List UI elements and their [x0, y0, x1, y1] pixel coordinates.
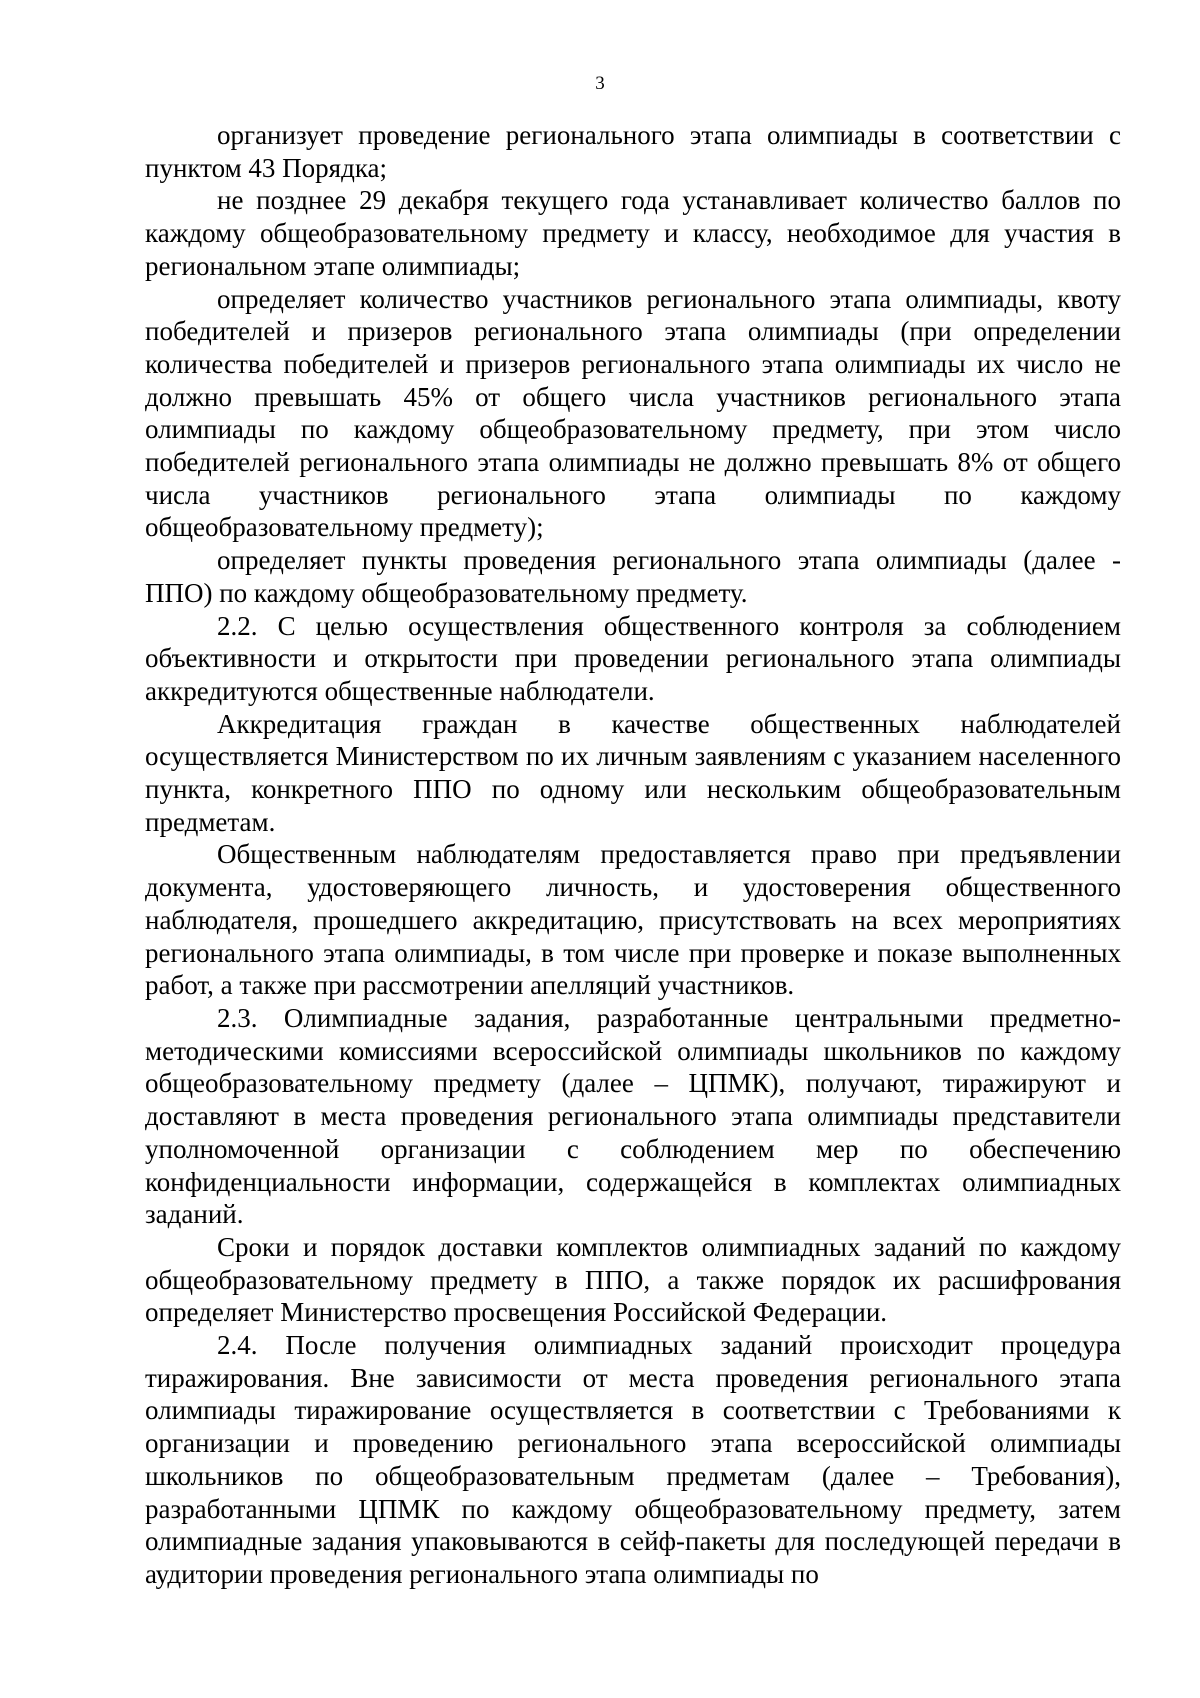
- paragraph-delivery-terms: Сроки и порядок доставки комплектов олимпиадных заданий по каждому общеобразовательному предмету в ППО, а также порядок их расшифрования определяет Министерство просвещения Российской Федерации.: [145, 1231, 1121, 1328]
- paragraph-participant-quota: определяет количество участников регионального этапа олимпиады, квоту победителей и призеров регионального этапа олимпиады (при определении количества победителей и призеров регионального этапа олимпиады их число не должно превышать 45% от общего числа участников регионального этапа олимпиады по каждому общеобразовательному предмету, при этом число победителей регионального этапа олимпиады не должно превышать 8% от общего числа участников регионального этапа олимпиады по каждому общеобразовательному предмету);: [145, 283, 1121, 543]
- paragraph-2-4-replication: 2.4. После получения олимпиадных заданий происходит процедура тиражирования. Вне зависимости от места проведения регионального этапа олимпиады тиражирование осуществляется в соответствии с Требованиями к организации и проведению регионального этапа всероссийской олимпиады школьников по общеобразовательным предметам (далее – Требования), разработанными ЦПМК по каждому общеобразовательному предмету, затем олимпиадные задания упаковываются в сейф-пакеты для последующей передачи в аудитории проведения регионального этапа олимпиады по: [145, 1330, 1121, 1589]
- paragraph-score-deadline: не позднее 29 декабря текущего года устанавливает количество баллов по каждому общеобразовательному предмету и классу, необходимое для участия в региональном этапе олимпиады;: [145, 185, 1121, 281]
- paragraph-venues-ppo: определяет пункты проведения регионального этапа олимпиады (далее - ППО) по каждому общеобразовательному предмету.: [145, 545, 1121, 608]
- page-number: 3: [595, 73, 605, 94]
- paragraph-2-2-public-observers: 2.2. С целью осуществления общественного контроля за соблюдением объективности и открытости при проведении регионального этапа олимпиады аккредитуются общественные наблюдатели.: [145, 610, 1121, 706]
- document-body: [145, 119, 1121, 1591]
- paragraph-organizes-regional-stage: организует проведение регионального этапа олимпиады в соответствии с пунктом 43 Порядка;: [145, 120, 1121, 183]
- paragraph-2-3-olympiad-tasks: 2.3. Олимпиадные задания, разработанные центральными предметно-методическими комиссиями всероссийской олимпиады школьников по каждому общеобразовательному предмету (далее – ЦПМК), получают, тиражируют и доставляют в места проведения регионального этапа олимпиады представители уполномоченной организации с соблюдением мер по обеспечению конфиденциальности информации, содержащейся в комплектах олимпиадных заданий.: [145, 1002, 1121, 1230]
- paragraph-observer-rights: Общественным наблюдателям предоставляется право при предъявлении документа, удостоверяющего личность, и удостоверения общественного наблюдателя, прошедшего аккредитацию, присутствовать на всех мероприятиях регионального этапа олимпиады, в том числе при проверке и показе выполненных работ, а также при рассмотрении апелляций участников.: [145, 839, 1121, 1001]
- paragraph-observer-accreditation: Аккредитация граждан в качестве общественных наблюдателей осуществляется Министерством по их личным заявлениям с указанием населенного пункта, конкретного ППО по одному или нескольким общеобразовательным предметам.: [145, 708, 1121, 837]
